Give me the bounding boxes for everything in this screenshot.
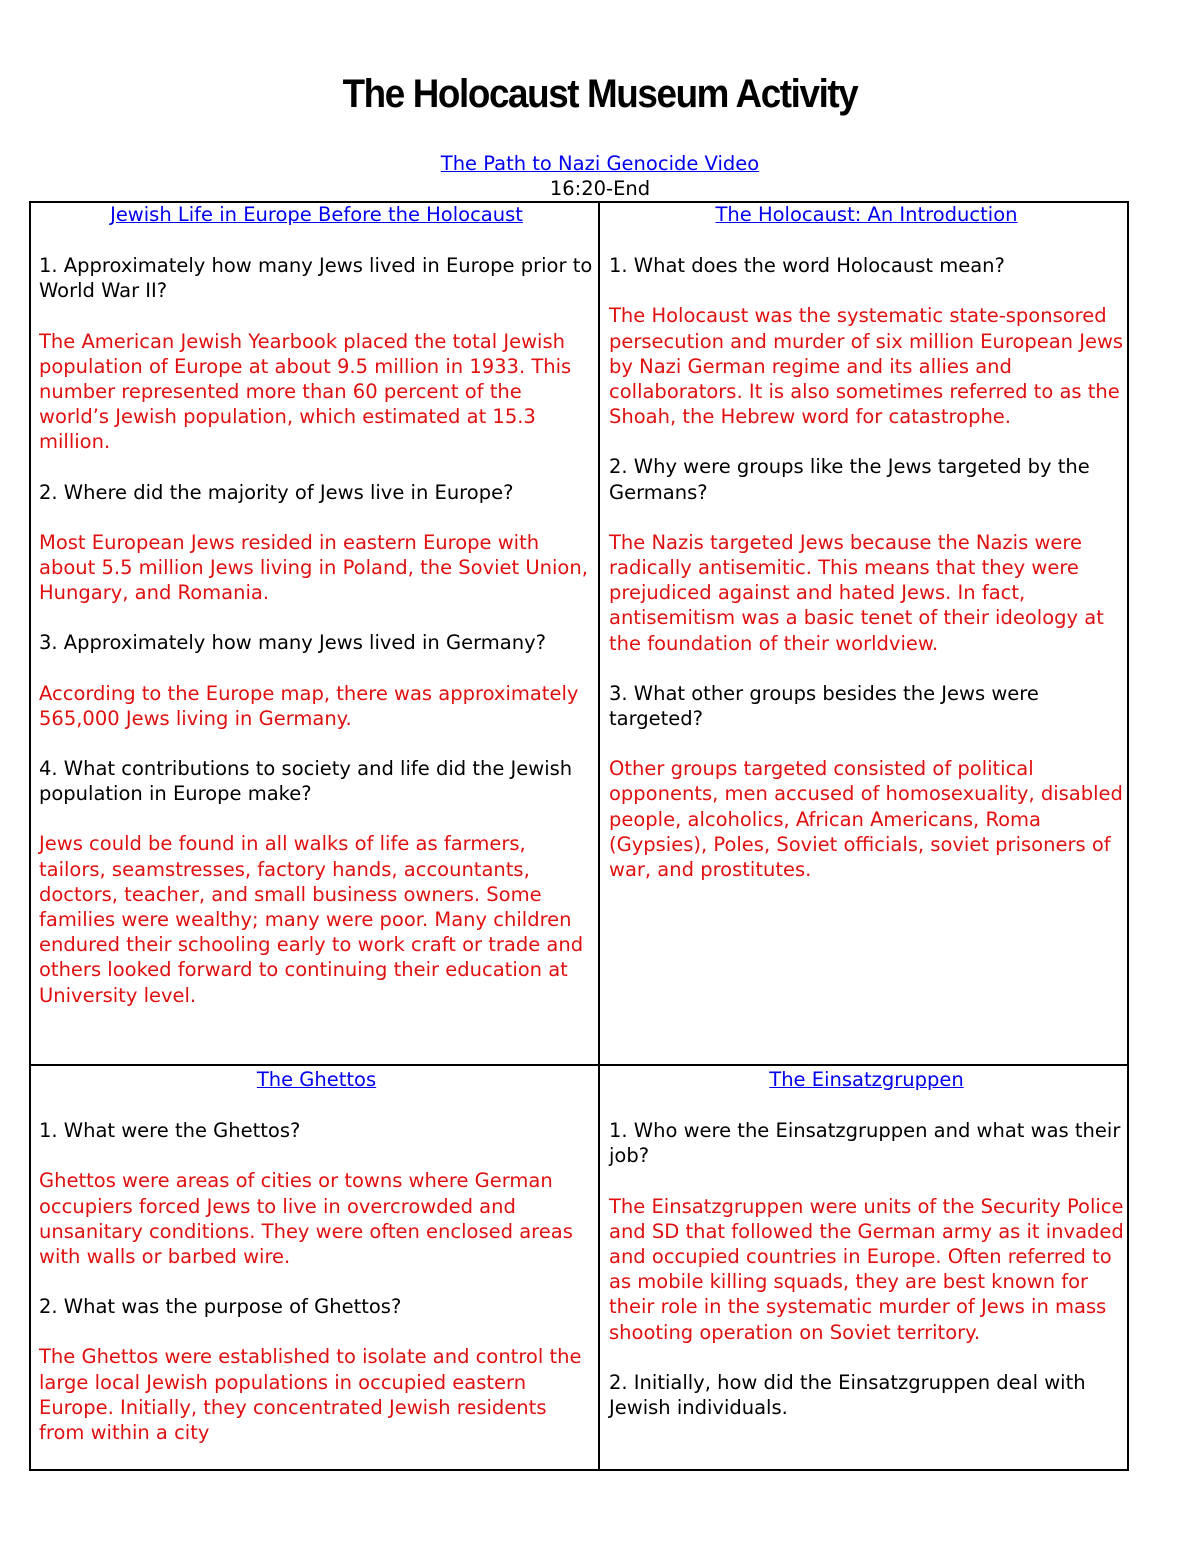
question: 2. Initially, how did the Einsatzgruppen deal with Jewish individuals. (609, 1370, 1086, 1420)
section-heading-link[interactable]: The Einsatzgruppen (769, 1068, 964, 1091)
section-heading-link[interactable]: The Ghettos (256, 1068, 377, 1091)
column-divider (598, 201, 600, 1471)
question: 1. Approximately how many Jews lived in Europe prior to World War II? (39, 254, 593, 303)
answer: Other groups targeted consisted of political opponents, men accused of homosexuality, disabled people, alcoholics, African Americans, Roma (Gypsies), Poles, Soviet officials, soviet prisoners of war, and prostitutes. (609, 757, 1123, 882)
answer: The American Jewish Yearbook placed the total Jewish population of Europe at about 9.5 million in 1933. This number represented more than 60 percent of the world’s Jewish population, which estimated at 15.3 million. (39, 329, 572, 454)
question: 3. Approximately how many Jews lived in Germany? (39, 631, 546, 655)
answer: Ghettos were areas of cities or towns where German occupiers forced Jews to live in overcrowded and unsanitary conditions. They were often enclosed areas with walls or barbed wire. (39, 1169, 573, 1269)
question: 1. What does the word Holocaust mean? (609, 254, 1005, 278)
question: 1. What were the Ghettos? (39, 1119, 301, 1143)
answer: The Ghettos were established to isolate and control the large local Jewish populations in occupied eastern Europe. Initially, they concentrated Jewish residents from within a city (39, 1345, 582, 1445)
answer: Jews could be found in all walks of life as farmers, tailors, seamstresses, factory hands, accountants, doctors, teacher, and small business owners. Some families were wealthy; many were poor. Many children endured their schooling early to work craft or trade and others looked forward to continuing their education at University level. (39, 832, 584, 1007)
page-title: The Holocaust Museum Activity (342, 72, 858, 116)
section-jewish-life (39, 202, 594, 1033)
video-link[interactable]: The Path to Nazi Genocide Video (440, 152, 760, 175)
question: 2. Where did the majority of Jews live in Europe? (39, 480, 514, 504)
answer: The Einsatzgruppen were units of the Security Police and SD that followed the German army as it invaded and occupied countries in Europe. Often referred to as mobile killing squads, they are best known for their role in the systematic murder of Jews in mass shooting operation on Soviet territory. (609, 1194, 1124, 1344)
section-einsatzgruppen (609, 1066, 1124, 1445)
section-holocaust-intro (609, 202, 1124, 907)
answer: The Holocaust was the systematic state-sponsored persecution and murder of six million European Jews by Nazi German regime and its allies and collaborators. It is also sometimes referred to as the Shoah, the Hebrew word for catastrophe. (609, 304, 1124, 429)
section-ghettos (39, 1066, 594, 1470)
answer: The Nazis targeted Jews because the Nazis were radically antisemitic. This means that they were prejudiced against and hated Jews. In fact, antisemitism was a basic tenet of their ideology at the foundation of their worldview. (609, 530, 1104, 655)
answer: Most European Jews resided in eastern Europe with about 5.5 million Jews living in Poland, the Soviet Union, Hungary, and Romania. (39, 530, 588, 605)
question: 4. What contributions to society and life did the Jewish population in Europe make? (39, 757, 573, 806)
section-heading-link[interactable]: Jewish Life in Europe Before the Holocaust (110, 203, 523, 226)
question: 3. What other groups besides the Jews were targeted? (609, 681, 1039, 731)
video-timestamp: 16:20-End (549, 177, 651, 200)
answer: According to the Europe map, there was approximately 565,000 Jews living in Germany. (39, 681, 579, 730)
section-heading-link[interactable]: The Holocaust: An Introduction (715, 203, 1018, 226)
question: 2. Why were groups like the Jews targeted by the Germans? (609, 455, 1090, 504)
question: 2. What was the purpose of Ghettos? (39, 1295, 402, 1319)
question: 1. Who were the Einsatzgruppen and what was their job? (609, 1119, 1121, 1168)
